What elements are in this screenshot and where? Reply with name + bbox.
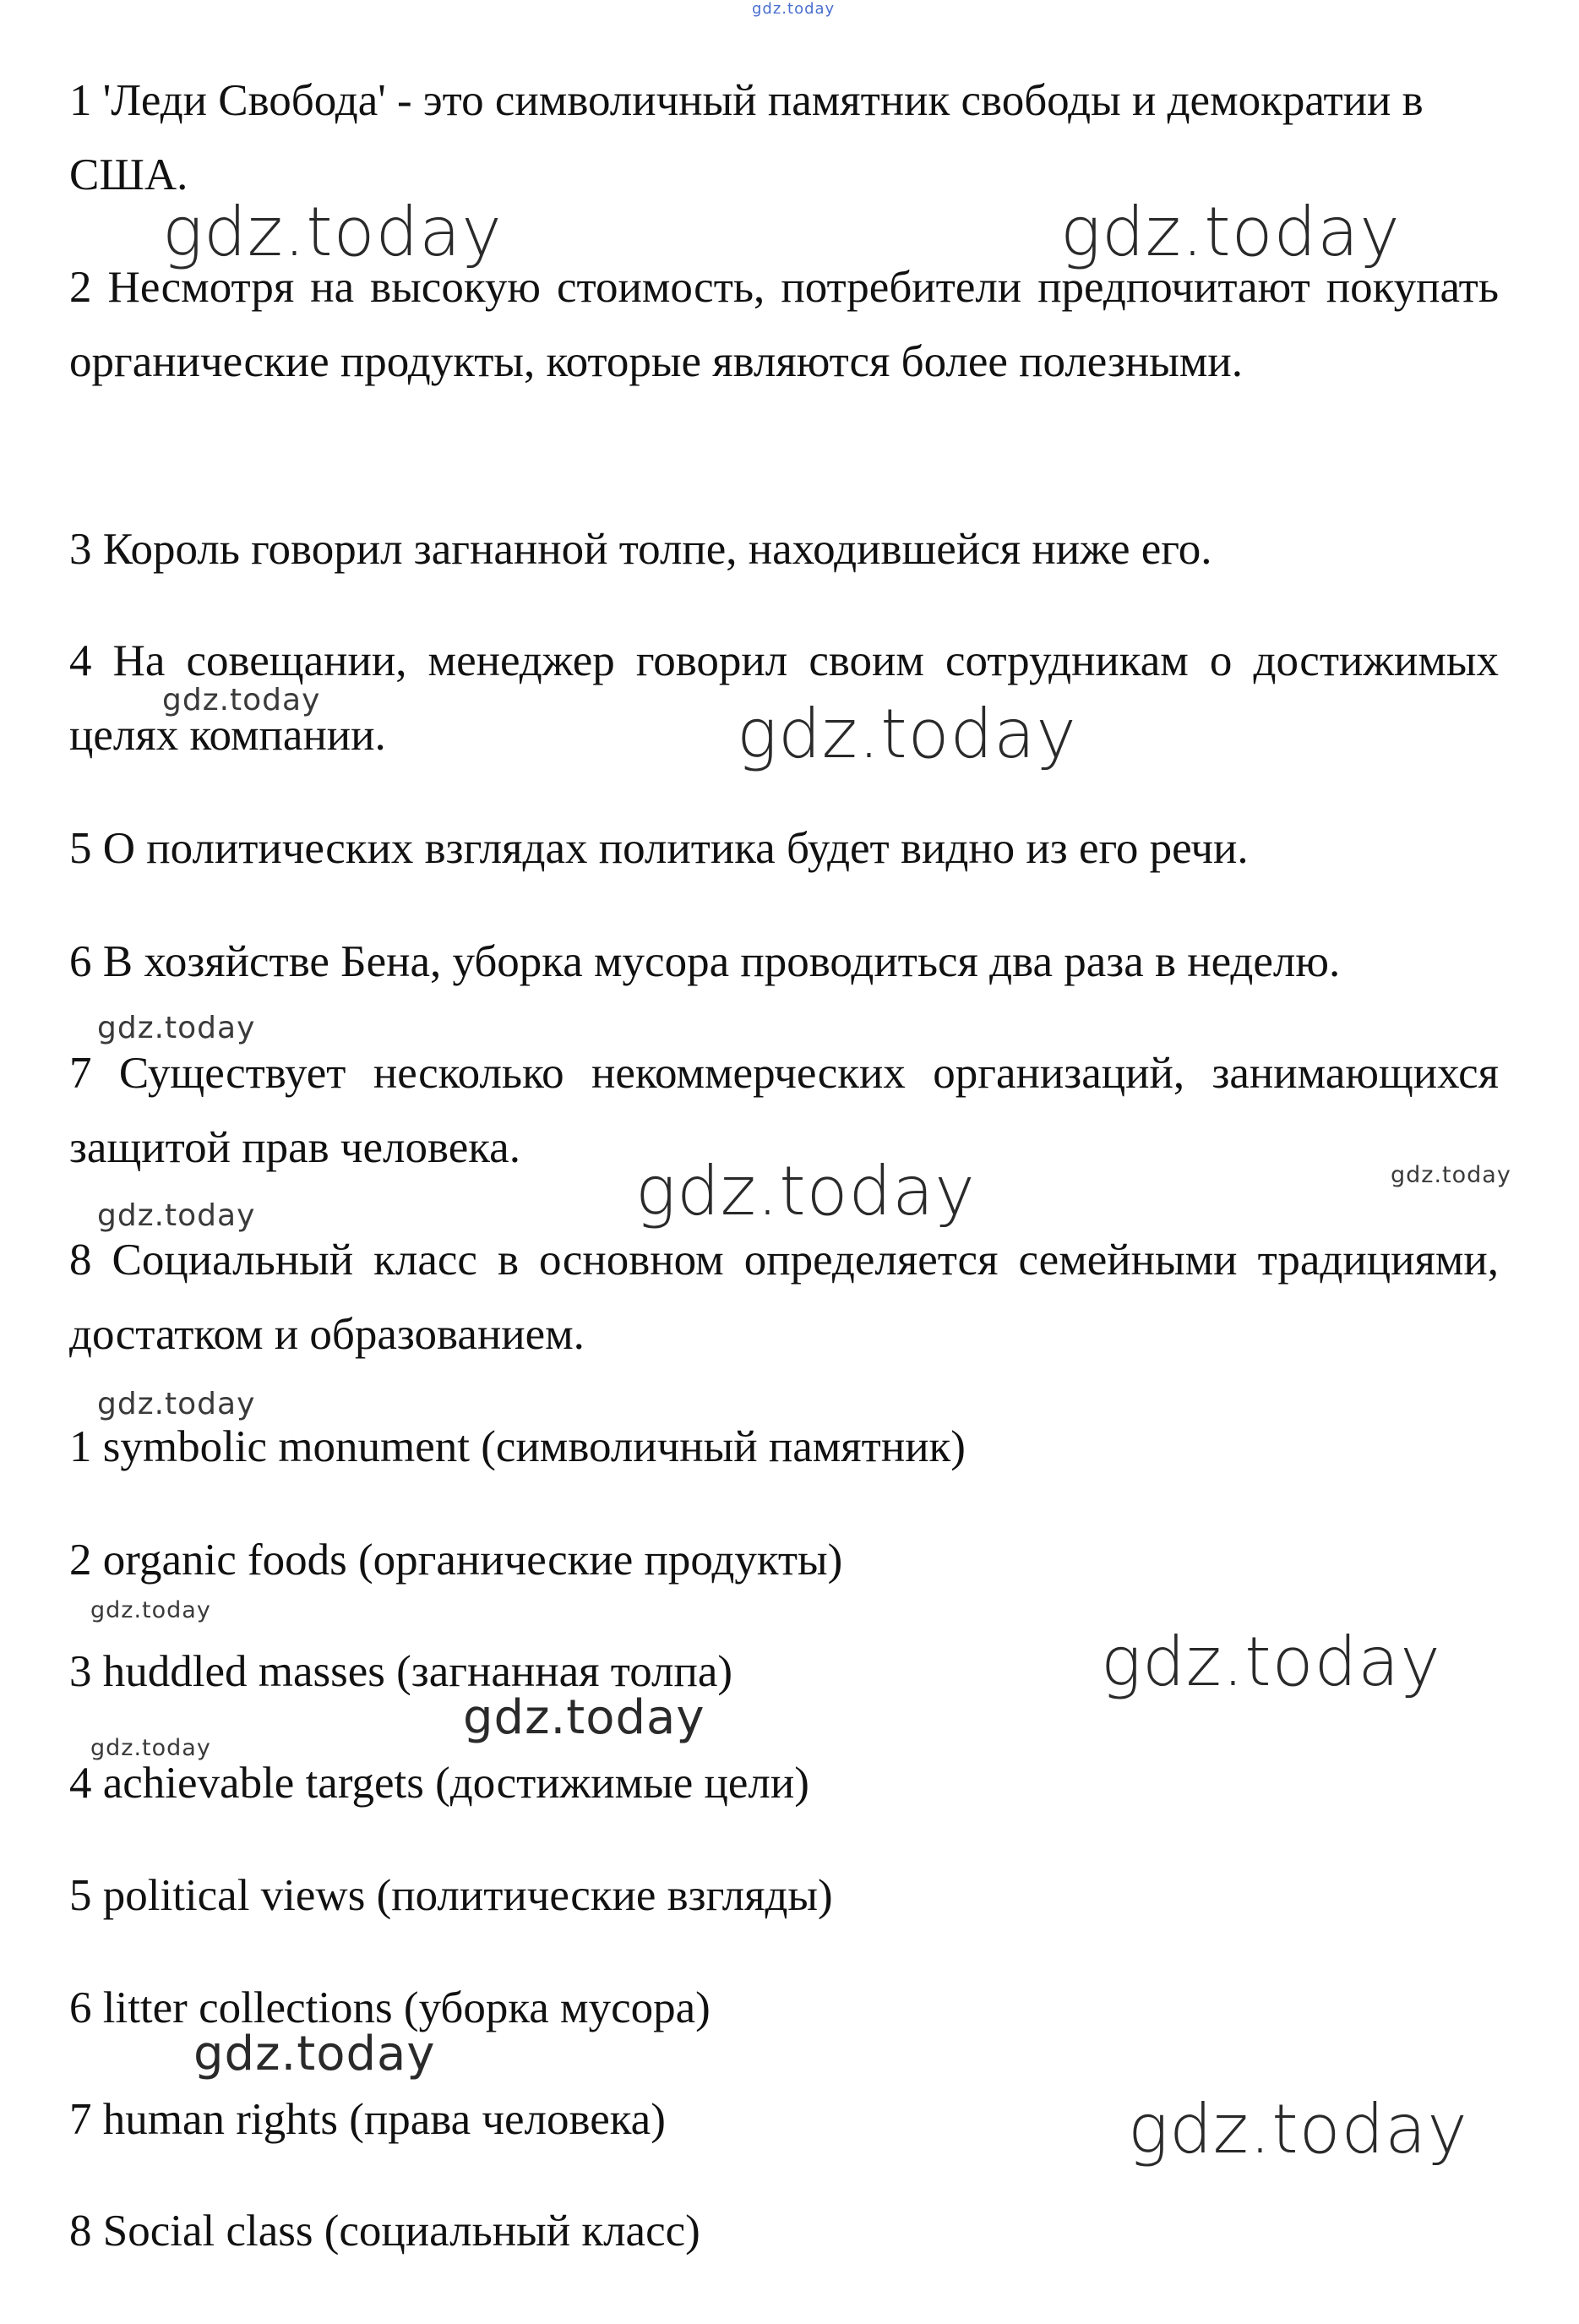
sentence-2: 2 Несмотря на высокую стоимость, потребители предпочитают покупать органические продукты, которые являются более полезными. [69,263,1499,386]
sentence-5: 5 О политических взглядах политика будет видно из его речи. [69,824,1249,873]
watermark: gdz.today [635,1152,976,1230]
sentence-3: 3 Король говорил загнанной толпе, находившейся ниже его. [69,525,1212,574]
phrase-2: 2 organic foods (органические продукты) [69,1536,843,1585]
watermark: gdz.today [1391,1162,1511,1188]
watermark: gdz.today [1128,2090,1468,2169]
phrase-5: 5 political views (политические взгляды) [69,1871,833,1920]
sentence-8: 8 Социальный класс в основном определяется семейными традициями, достатком и образованием. [69,1236,1499,1359]
sentence-6: 6 В хозяйстве Бена, уборка мусора проводиться два раза в неделю. [69,937,1341,986]
sentence-1: 1 'Леди Свобода' - это символичный памятник свободы и демократии в США. [69,76,1424,199]
watermark: gdz.today [162,683,321,717]
watermark: gdz.today [97,1387,256,1421]
watermark: gdz.today [737,695,1077,773]
watermark: gdz.today [193,2027,436,2081]
phrase-6: 6 litter collections (уборка мусора) [69,1983,711,2032]
sentence-7: 7 Существует несколько некоммерческих организаций, занимающихся защитой прав человека. [69,1049,1499,1172]
watermark: gdz.today [463,1690,705,1745]
phrase-3: 3 huddled masses (загнанная толпа) [69,1647,733,1696]
phrase-7: 7 human rights (права человека) [69,2095,666,2144]
watermark: gdz.today [97,1011,256,1045]
watermark: gdz.today [1060,193,1401,271]
watermark-top: gdz.today [752,0,836,18]
watermark: gdz.today [90,1735,211,1761]
phrase-1: 1 symbolic monument (символичный памятник) [69,1422,966,1471]
watermark: gdz.today [97,1198,256,1233]
phrase-8: 8 Social class (социальный класс) [69,2207,700,2256]
phrase-4: 4 achievable targets (достижимые цели) [69,1759,809,1808]
watermark: gdz.today [1101,1623,1441,1701]
sentence-4: 4 На совещании, менеджер говорил своим сотрудникам о достижимых целях компании. [69,636,1499,760]
watermark: gdz.today [90,1597,211,1623]
watermark: gdz.today [162,193,503,271]
